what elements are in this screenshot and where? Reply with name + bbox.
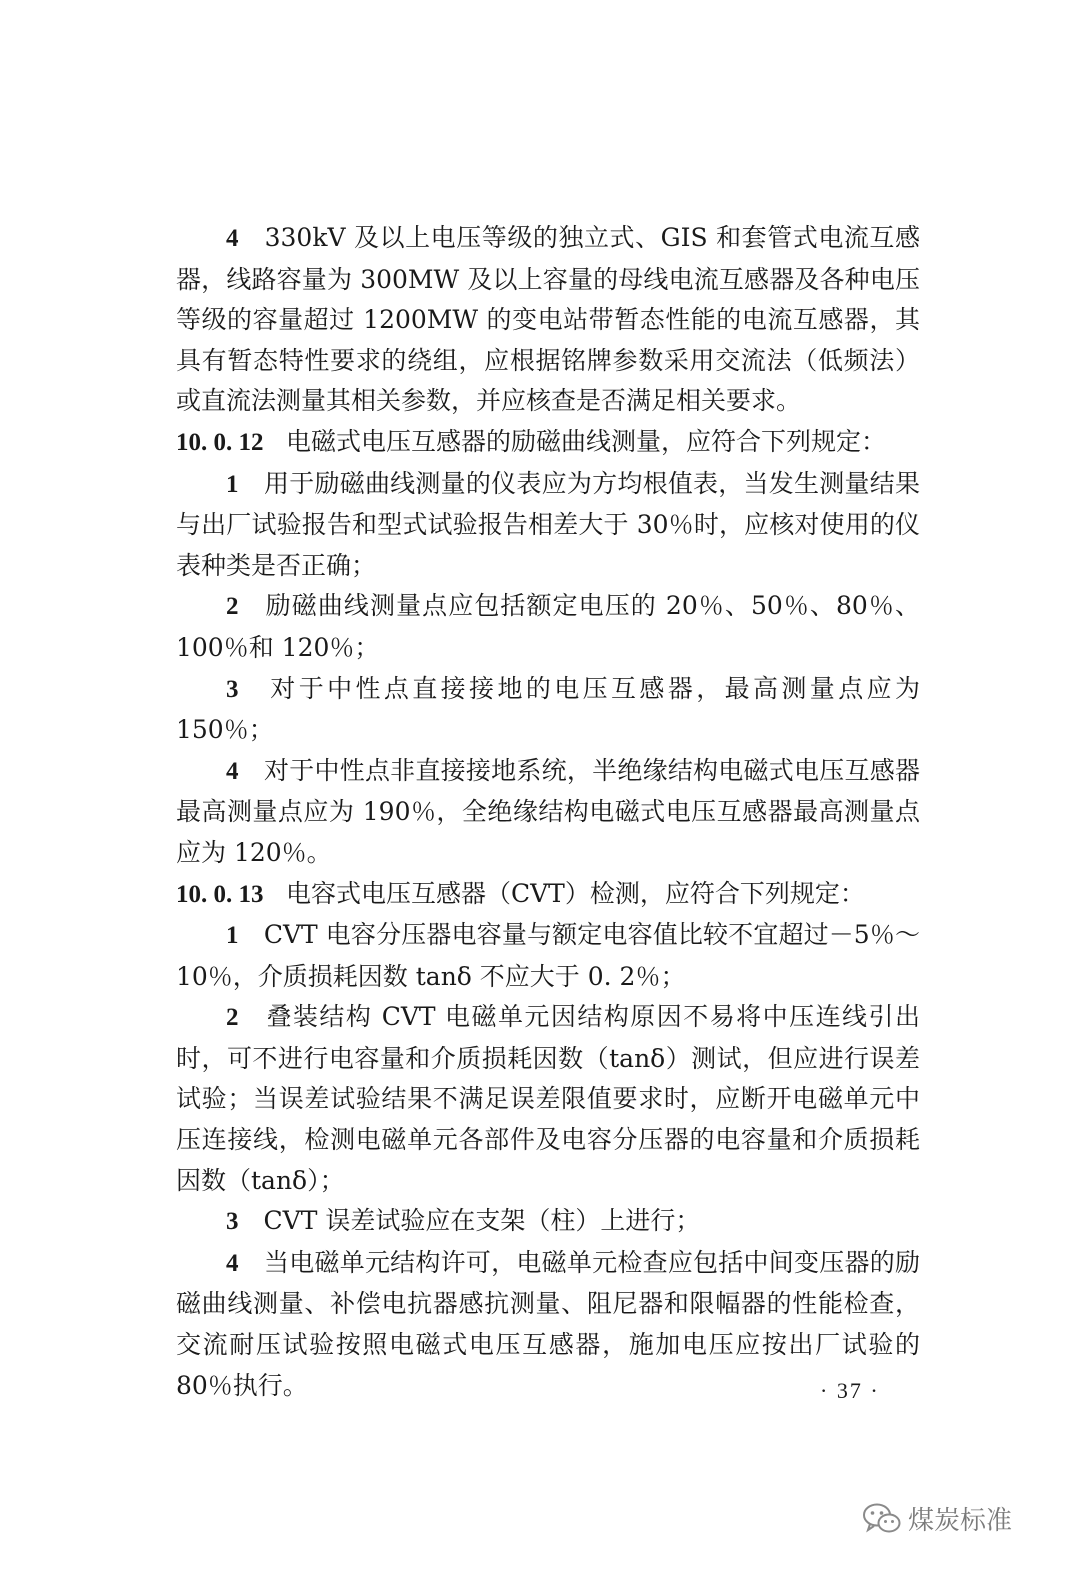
watermark-text: 煤炭标准 [908,1506,1013,1536]
paragraph [176,1201,920,1243]
paragraph-text: CVT 误差试验应在支架（柱）上进行； [263,1206,701,1236]
item-number: 4 [226,757,239,785]
paragraph-text: 励磁曲线测量点应包括额定电压的 20％、50％、80％、100％和 120％； [176,591,920,662]
clause-number: 10. 0. 12 [176,428,264,456]
item-number: 3 [226,675,239,703]
item-number: 4 [226,225,239,252]
clause-number: 10. 0. 13 [176,880,264,908]
wechat-icon [862,1502,902,1536]
item-number: 2 [226,1004,239,1032]
paragraph-text: 当电磁单元结构许可，电磁单元检查应包括中间变压器的励磁曲线测量、补偿电抗器感抗测量、阻尼器和限幅器的性能检查，交流耐压试验按照电磁式电压互感器，施加电压应按出厂试验的 80％执行。 [176,1247,920,1400]
clause-text: 电磁式电压互感器的励磁曲线测量，应符合下列规定： [286,426,887,456]
item-number: 2 [226,593,239,621]
paragraph [176,751,920,874]
item-number: 1 [226,470,239,498]
paragraph [176,218,920,422]
paragraph-text: CVT 电容分压器电容量与额定电容值比较不宜超过－5％～10％，介质损耗因数 tanδ 不应大于 0. 2％； [176,920,920,991]
paragraph [176,669,920,751]
paragraph [176,997,920,1201]
clause-heading [176,422,920,464]
paragraph [176,1243,920,1406]
paragraph [176,586,920,668]
item-number: 4 [226,1249,239,1277]
page-number: · 37 · [820,1378,880,1403]
document-body [176,218,920,1406]
watermark [862,1500,1012,1537]
paragraph-text: 对于中性点直接接地的电压互感器，最高测量点应为 150％； [176,673,920,745]
paragraph [176,915,920,997]
clause-text: 电容式电压互感器（CVT）检测，应符合下列规定： [286,878,865,908]
paragraph-text: 叠装结构 CVT 电磁单元因结构原因不易将中压连线引出时，可不进行电容量和介质损耗因数（tanδ）测试，但应进行误差试验；当误差试验结果不满足误差限值要求时，应断开电磁单元中压连接线，检测电磁单元各部件及电容分压器的电容量和介质损耗因数（tanδ）； [176,1002,920,1195]
paragraph-text: 对于中性点非直接接地系统，半绝缘结构电磁式电压互感器最高测量点应为 190％，全绝缘结构电磁式电压互感器最高测量点应为 120％。 [176,755,920,867]
paragraph [176,464,920,587]
paragraph-text: 330kV 及以上电压等级的独立式、GIS 和套管式电流互感器，线路容量为 300MW 及以上容量的母线电流互感器及各种电压等级的容量超过 1200MW 的变电站带暂态性能的电流互感器，其具有暂态特性要求的绕组，应根据铭牌参数采用交流法（低频法）或直流法测量其相关参数，并应核查是否满足相关要求。 [176,223,920,416]
paragraph-text: 用于励磁曲线测量的仪表应为方均根值表，当发生测量结果与出厂试验报告和型式试验报告相差大于 30％时，应核对使用的仪表种类是否正确； [176,468,920,580]
item-number: 1 [226,922,239,950]
item-number: 3 [226,1208,239,1236]
clause-heading [176,874,920,916]
